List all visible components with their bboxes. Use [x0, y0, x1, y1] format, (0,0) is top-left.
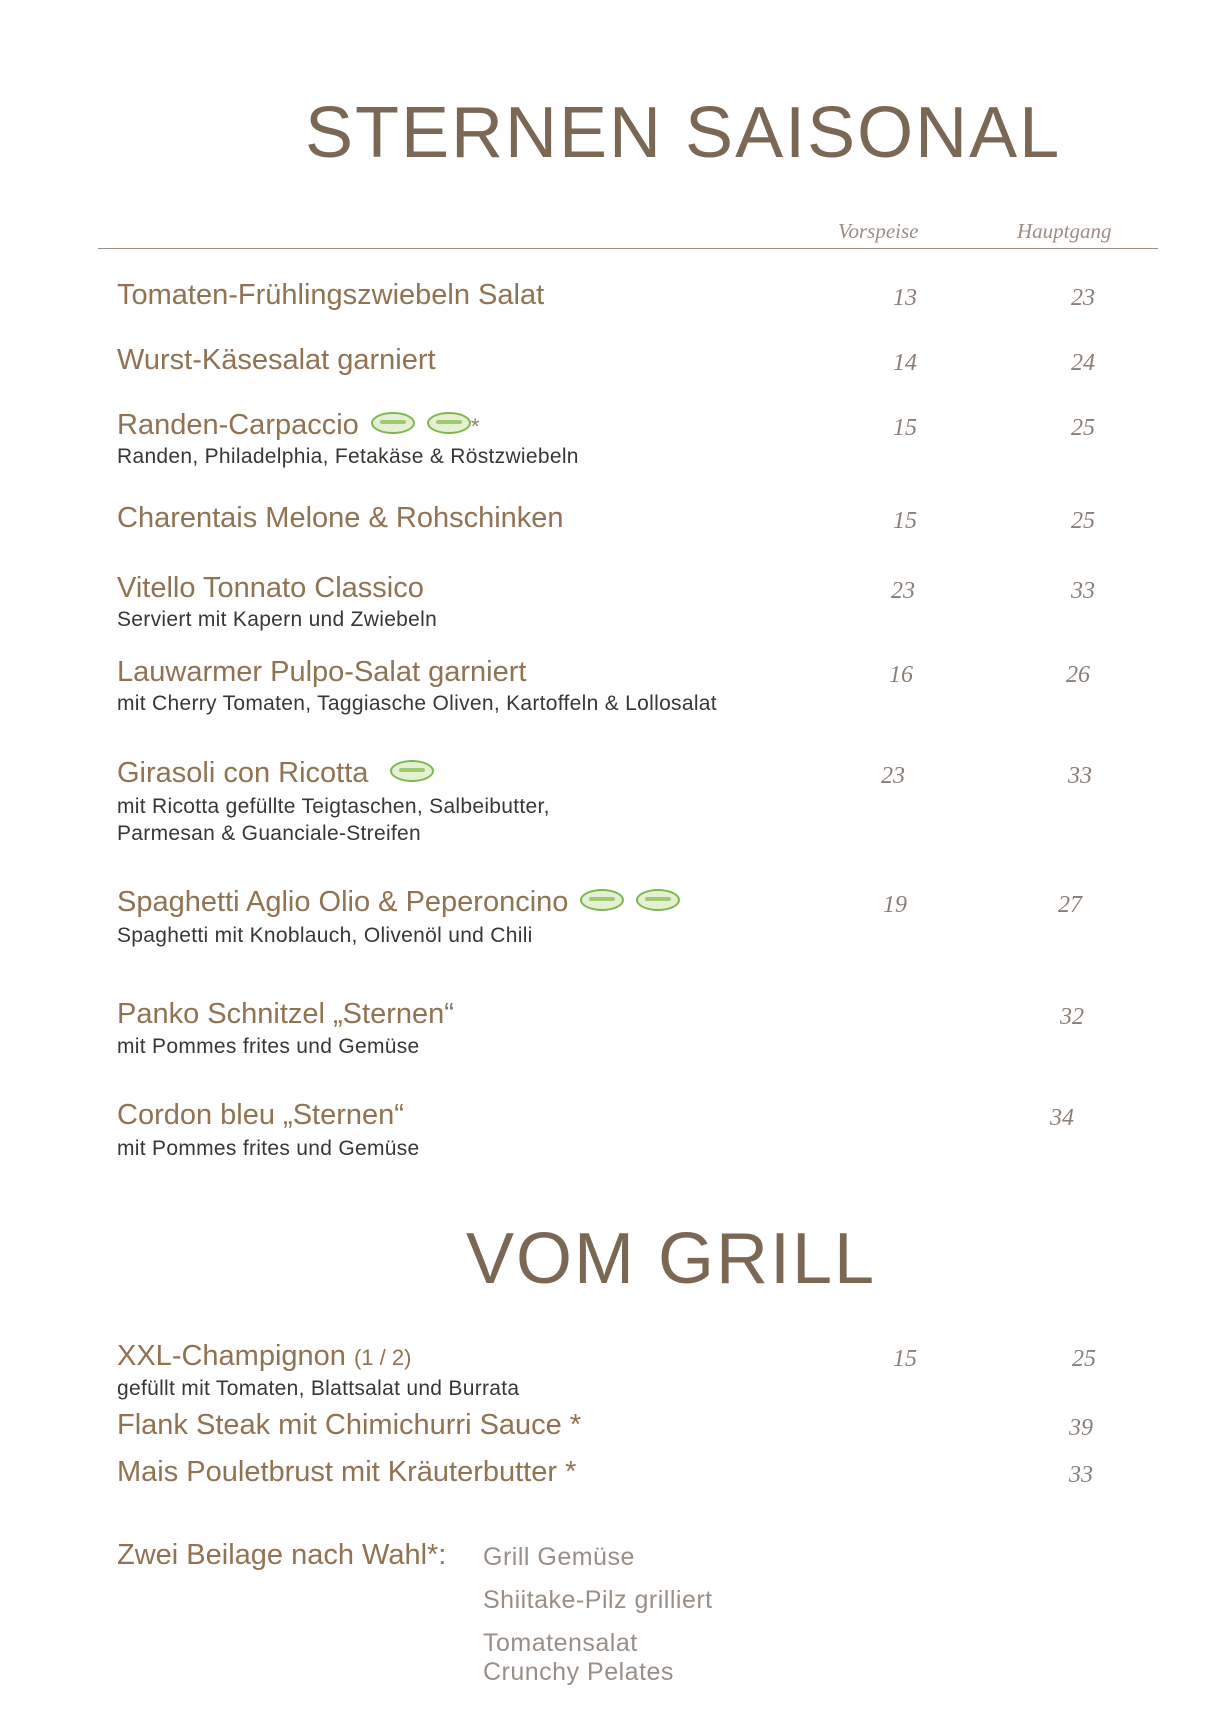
menu-item-note: (1 / 2) [353, 1345, 412, 1370]
menu-item-name: Vitello Tonnato Classico [117, 572, 424, 604]
price-hauptgang: 33 [1071, 578, 1095, 604]
menu-item-name: Randen-Carpaccio [117, 409, 359, 441]
vegan-icon [580, 889, 624, 911]
menu-item-row [117, 757, 434, 790]
menu-item-description: mit Pommes frites und Gemüse [117, 1035, 420, 1058]
footnote-mark: * [470, 414, 480, 439]
menu-item-name: Wurst-Käsesalat garniert [117, 344, 436, 376]
menu-item-row [117, 1340, 411, 1373]
section-title-grill: VOM GRILL [466, 1219, 877, 1299]
price-hauptgang: 33 [1068, 763, 1092, 789]
price-hauptgang: 27 [1058, 892, 1082, 918]
price-vorspeise: 13 [893, 285, 917, 311]
vegetarian-icon [371, 412, 415, 434]
price-vorspeise: 15 [893, 1346, 917, 1372]
price-hauptgang: 25 [1071, 508, 1095, 534]
price-vorspeise: 16 [889, 662, 913, 688]
column-header-hauptgang: Hauptgang [1017, 219, 1112, 243]
side-option: Tomatensalat [483, 1629, 638, 1657]
menu-item-description: mit Ricotta gefüllte Teigtaschen, Salbeibutter, [117, 795, 550, 818]
side-option: Shiitake-Pilz grilliert [483, 1586, 713, 1614]
price-vorspeise: 23 [891, 578, 915, 604]
vegan-icon [427, 412, 471, 434]
header-divider [98, 248, 1158, 249]
menu-item-description-line2: Parmesan & Guanciale-Streifen [117, 822, 422, 845]
menu-item-name: Flank Steak mit Chimichurri Sauce * [117, 1409, 582, 1441]
section-title-saisonal: STERNEN SAISONAL [305, 93, 1062, 173]
price-hauptgang: 25 [1071, 415, 1095, 441]
menu-item-description: Randen, Philadelphia, Fetakäse & Röstzwiebeln [117, 445, 579, 468]
price-vorspeise: 14 [893, 350, 917, 376]
menu-item-description: mit Cherry Tomaten, Taggiasche Oliven, Kartoffeln & Lollosalat [117, 692, 717, 715]
menu-item-name: Cordon bleu „Sternen“ [117, 1099, 404, 1131]
menu-item-name: Mais Pouletbrust mit Kräuterbutter * [117, 1456, 577, 1488]
menu-item-description: Serviert mit Kapern und Zwiebeln [117, 608, 438, 631]
price-hauptgang: 23 [1071, 285, 1095, 311]
menu-item-name: XXL-Champignon [117, 1340, 346, 1372]
price-vorspeise: 19 [883, 892, 907, 918]
menu-item-name: Charentais Melone & Rohschinken [117, 502, 564, 534]
menu-item-name: Spaghetti Aglio Olio & Peperoncino [117, 886, 569, 918]
side-option: Crunchy Pelates [483, 1658, 674, 1686]
menu-item-name: Girasoli con Ricotta [117, 757, 369, 789]
side-option: Grill Gemüse [483, 1543, 635, 1571]
price-vorspeise: 15 [893, 415, 917, 441]
price-hauptgang: 33 [1069, 1462, 1093, 1488]
price-hauptgang: 32 [1060, 1004, 1084, 1030]
price-hauptgang: 25 [1072, 1346, 1096, 1372]
menu-item-description: mit Pommes frites und Gemüse [117, 1137, 420, 1160]
vegetarian-icon [636, 889, 680, 911]
vegan-icon [390, 760, 434, 782]
price-vorspeise: 23 [881, 763, 905, 789]
menu-item-name: Panko Schnitzel „Sternen“ [117, 998, 454, 1030]
price-hauptgang: 24 [1071, 350, 1095, 376]
menu-item-name: Tomaten-Frühlingszwiebeln Salat [117, 279, 545, 311]
price-hauptgang: 39 [1069, 1415, 1093, 1441]
sides-label: Zwei Beilage nach Wahl*: [117, 1539, 447, 1571]
menu-item-description: Spaghetti mit Knoblauch, Olivenöl und Chili [117, 924, 533, 947]
menu-item-row [117, 886, 680, 919]
price-hauptgang: 34 [1050, 1105, 1074, 1131]
price-vorspeise: 15 [893, 508, 917, 534]
menu-item-description: gefüllt mit Tomaten, Blattsalat und Burrata [117, 1377, 520, 1400]
column-header-vorspeise: Vorspeise [838, 219, 919, 243]
price-hauptgang: 26 [1066, 662, 1090, 688]
menu-item-name: Lauwarmer Pulpo-Salat garniert [117, 656, 527, 688]
menu-item-row [117, 409, 479, 442]
